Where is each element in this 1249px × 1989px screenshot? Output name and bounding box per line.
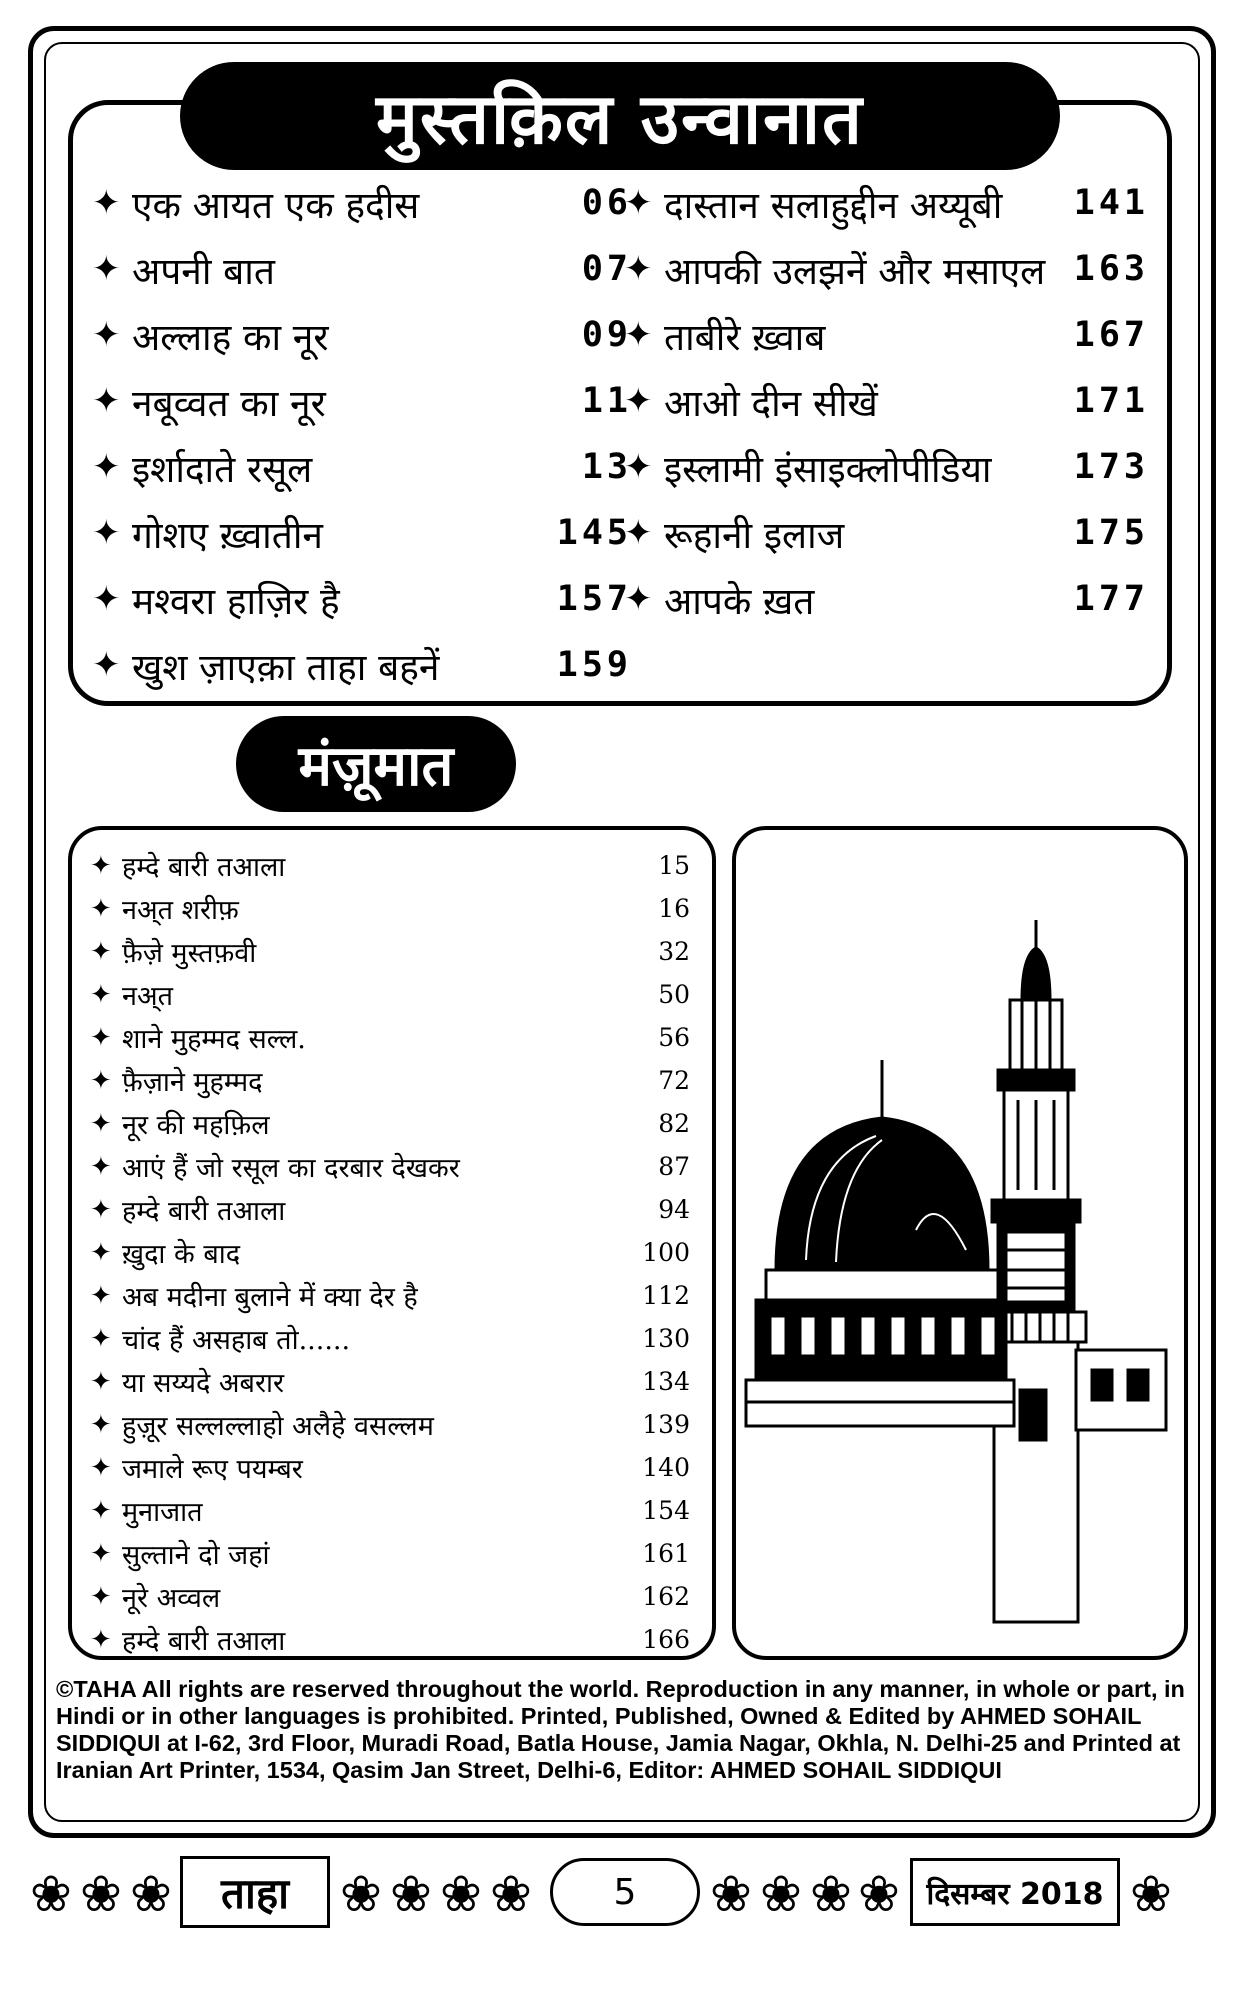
bullet-star-icon: ✦ (92, 579, 121, 619)
entry-title: हम्दे बारी तआला (122, 1626, 286, 1657)
entry-title: नअ्त (122, 981, 174, 1012)
bullet-star-icon: ✦ (92, 513, 121, 553)
entry-page-number: 139 (642, 1410, 690, 1439)
toc-entry (90, 844, 690, 887)
entry-page-number: 07 (581, 249, 632, 289)
entry-title: इस्लामी इंसाइक्लोपीडिया (664, 447, 992, 491)
entry-title: रूहानी इलाज (664, 513, 845, 557)
entry-title: गोशए ख़्वातीन (132, 513, 323, 557)
entry-page-number: 56 (658, 1023, 690, 1052)
page-footer (30, 1848, 1220, 1938)
toc-entry (92, 302, 632, 368)
entry-page-number: 162 (642, 1582, 690, 1611)
entry-title: नूरे अव्वल (122, 1583, 221, 1614)
toc-entry (92, 236, 632, 302)
regular-sections-title: मुस्तक़िल उन्वानात (180, 62, 1060, 170)
entry-page-number: 171 (1073, 381, 1149, 421)
toc-entry (90, 1360, 690, 1403)
toc-entry (92, 368, 632, 434)
entry-page-number: 159 (556, 645, 632, 685)
entry-title: अल्लाह का नूर (132, 315, 329, 359)
entry-title: एक आयत एक हदीस (132, 183, 420, 227)
bullet-star-icon: ✦ (90, 893, 112, 924)
bullet-star-icon: ✦ (624, 381, 653, 421)
entry-page-number: 134 (642, 1367, 690, 1396)
copyright-notice: ©TAHA All rights are reserved throughout the world. Reproduction in any manner, in whole or part, in Hindi or in other languages is prohibited. Printed, Published, Owned & Edited by AHMED SOHAIL SIDDIQUI at I-62, 3rd Floor, Muradi Road, Batla House, Jamia Nagar, Okhla, N. Delhi-25 and Printed at Iranian Art Printer, 1534, Qasim Jan Street, Delhi-6, Editor: AHMED SOHAIL SIDDIQUI (56, 1676, 1185, 1783)
entry-title: शाने मुहम्मद सल्ल. (122, 1024, 306, 1055)
toc-entry (90, 1274, 690, 1317)
entry-title: नूर की महफ़िल (122, 1110, 270, 1141)
regular-sections-left-column (92, 170, 632, 698)
toc-entry (624, 302, 1149, 368)
entry-page-number: 166 (642, 1625, 690, 1654)
entry-page-number: 163 (1073, 249, 1149, 289)
entry-page-number: 50 (658, 980, 690, 1009)
bullet-star-icon: ✦ (624, 447, 653, 487)
bullet-star-icon: ✦ (624, 513, 653, 553)
bullet-star-icon: ✦ (90, 1237, 112, 1268)
toc-entry (90, 1188, 690, 1231)
entry-page-number: 16 (658, 894, 690, 923)
regular-sections-right-column (624, 170, 1149, 632)
bullet-star-icon: ✦ (90, 1022, 112, 1053)
entry-title: चांद हैं असहाब तो...... (122, 1325, 351, 1356)
flower-ornament-icon: ❀ (340, 1865, 382, 1923)
bullet-star-icon: ✦ (90, 1366, 112, 1397)
minaret-icon (986, 920, 1086, 1622)
bullet-star-icon: ✦ (90, 1538, 112, 1569)
entry-page-number: 145 (556, 513, 632, 553)
entry-page-number: 11 (581, 381, 632, 421)
bullet-star-icon: ✦ (90, 1495, 112, 1526)
entry-title: जमाले रूए पयम्बर (122, 1454, 303, 1485)
toc-entry (92, 632, 632, 698)
toc-entry (90, 887, 690, 930)
toc-entry (90, 1446, 690, 1489)
flower-ornament-icon: ❀ (810, 1865, 852, 1923)
toc-entry (92, 170, 632, 236)
entry-title: खुश ज़ाएक़ा ताहा बहनें (132, 645, 440, 689)
entry-title: आओ दीन सीखें (664, 381, 878, 425)
entry-page-number: 112 (642, 1281, 690, 1310)
toc-entry (624, 236, 1149, 302)
bullet-star-icon: ✦ (90, 1452, 112, 1483)
bullet-star-icon: ✦ (624, 249, 653, 289)
flower-ornament-icon: ❀ (858, 1865, 900, 1923)
toc-entry (90, 1102, 690, 1145)
bullet-star-icon: ✦ (90, 1065, 112, 1096)
entry-title: मश्वरा हाज़िर है (132, 579, 340, 623)
toc-entry (92, 500, 632, 566)
bullet-star-icon: ✦ (90, 1624, 112, 1655)
poems-list (90, 844, 690, 1661)
entry-title: आपके ख़त (664, 579, 815, 623)
entry-page-number: 141 (1073, 183, 1149, 223)
flower-ornament-icon: ❀ (390, 1865, 432, 1923)
magazine-name: ताहा (180, 1856, 330, 1928)
entry-title: फ़ैज़े मुस्तफ़वी (122, 938, 257, 969)
mosque-illustration-box (732, 826, 1188, 1660)
poems-title: मंज़ूमात (236, 716, 516, 812)
toc-entry (624, 368, 1149, 434)
entry-page-number: 157 (556, 579, 632, 619)
toc-entry (90, 1231, 690, 1274)
entry-title: ख़ुदा के बाद (122, 1239, 241, 1270)
entry-page-number: 140 (642, 1453, 690, 1482)
toc-entry (624, 500, 1149, 566)
bullet-star-icon: ✦ (92, 315, 121, 355)
toc-entry (90, 1059, 690, 1102)
entry-title: हुज़ूर सल्लल्लाहो अलैहे वसल्लम (122, 1411, 434, 1442)
entry-title: अपनी बात (132, 249, 275, 293)
flower-ornament-icon: ❀ (80, 1865, 122, 1923)
bullet-star-icon: ✦ (90, 1151, 112, 1182)
entry-title: ताबीरे ख़्वाब (664, 315, 826, 359)
green-dome-icon (746, 1060, 1166, 1430)
toc-entry (90, 1489, 690, 1532)
entry-page-number: 32 (658, 937, 690, 966)
bullet-star-icon: ✦ (90, 850, 112, 881)
entry-page-number: 100 (642, 1238, 690, 1267)
bullet-star-icon: ✦ (90, 979, 112, 1010)
bullet-star-icon: ✦ (624, 579, 653, 619)
entry-page-number: 173 (1073, 447, 1149, 487)
flower-ornament-icon: ❀ (1130, 1865, 1172, 1923)
entry-title: हम्दे बारी तआला (122, 1196, 286, 1227)
entry-page-number: 130 (642, 1324, 690, 1353)
toc-entry (90, 1317, 690, 1360)
entry-page-number: 82 (658, 1109, 690, 1138)
entry-page-number: 72 (658, 1066, 690, 1095)
bullet-star-icon: ✦ (90, 1280, 112, 1311)
flower-ornament-icon: ❀ (490, 1865, 532, 1923)
entry-page-number: 154 (642, 1496, 690, 1525)
bullet-star-icon: ✦ (624, 315, 653, 355)
entry-title: फ़ैज़ाने मुहम्मद (122, 1067, 263, 1098)
entry-title: नअ्त शरीफ़ (122, 895, 239, 926)
entry-title: नबूव्वत का नूर (132, 381, 326, 425)
toc-entry (92, 434, 632, 500)
toc-entry (90, 973, 690, 1016)
bullet-star-icon: ✦ (90, 1323, 112, 1354)
toc-entry (624, 566, 1149, 632)
flower-ornament-icon: ❀ (760, 1865, 802, 1923)
entry-title: इर्शादाते रसूल (132, 447, 313, 491)
entry-page-number: 167 (1073, 315, 1149, 355)
entry-title: आपकी उलझनें और मसाएल (664, 249, 1046, 293)
flower-ornament-icon: ❀ (30, 1865, 72, 1923)
entry-page-number: 161 (642, 1539, 690, 1568)
toc-entry (90, 1016, 690, 1059)
bullet-star-icon: ✦ (624, 183, 653, 223)
flower-ornament-icon: ❀ (710, 1865, 752, 1923)
bullet-star-icon: ✦ (90, 936, 112, 967)
flower-ornament-icon: ❀ (130, 1865, 172, 1923)
entry-title: या सय्यदे अबरार (122, 1368, 285, 1399)
page-number: 5 (550, 1858, 700, 1926)
bullet-star-icon: ✦ (92, 183, 121, 223)
bullet-star-icon: ✦ (90, 1581, 112, 1612)
toc-entry (90, 1532, 690, 1575)
bullet-star-icon: ✦ (92, 381, 121, 421)
bullet-star-icon: ✦ (92, 249, 121, 289)
entry-page-number: 15 (658, 851, 690, 880)
toc-entry (90, 1575, 690, 1618)
toc-entry (90, 930, 690, 973)
bullet-star-icon: ✦ (90, 1108, 112, 1139)
bullet-star-icon: ✦ (92, 645, 121, 685)
flower-ornament-icon: ❀ (440, 1865, 482, 1923)
entry-title: मुनाजात (122, 1497, 203, 1528)
entry-title: आएं हैं जो रसूल का दरबार देखकर (122, 1153, 460, 1184)
entry-page-number: 13 (581, 447, 632, 487)
toc-entry (92, 566, 632, 632)
mosque-illustration (736, 830, 1184, 1656)
toc-entry (90, 1145, 690, 1188)
bullet-star-icon: ✦ (90, 1194, 112, 1225)
entry-title: दास्तान सलाहुद्दीन अय्यूबी (664, 183, 1003, 227)
toc-entry (90, 1403, 690, 1446)
entry-title: अब मदीना बुलाने में क्या देर है (122, 1282, 418, 1313)
toc-entry (90, 1618, 690, 1661)
issue-date: दिसम्बर 2018 (910, 1858, 1120, 1926)
toc-entry (624, 434, 1149, 500)
toc-entry (624, 170, 1149, 236)
entry-title: हम्दे बारी तआला (122, 852, 286, 883)
entry-page-number: 177 (1073, 579, 1149, 619)
entry-page-number: 09 (581, 315, 632, 355)
entry-page-number: 175 (1073, 513, 1149, 553)
entry-title: सुल्ताने दो जहां (122, 1540, 270, 1571)
entry-page-number: 06 (581, 183, 632, 223)
bullet-star-icon: ✦ (90, 1409, 112, 1440)
entry-page-number: 94 (658, 1195, 690, 1224)
bullet-star-icon: ✦ (92, 447, 121, 487)
entry-page-number: 87 (658, 1152, 690, 1181)
